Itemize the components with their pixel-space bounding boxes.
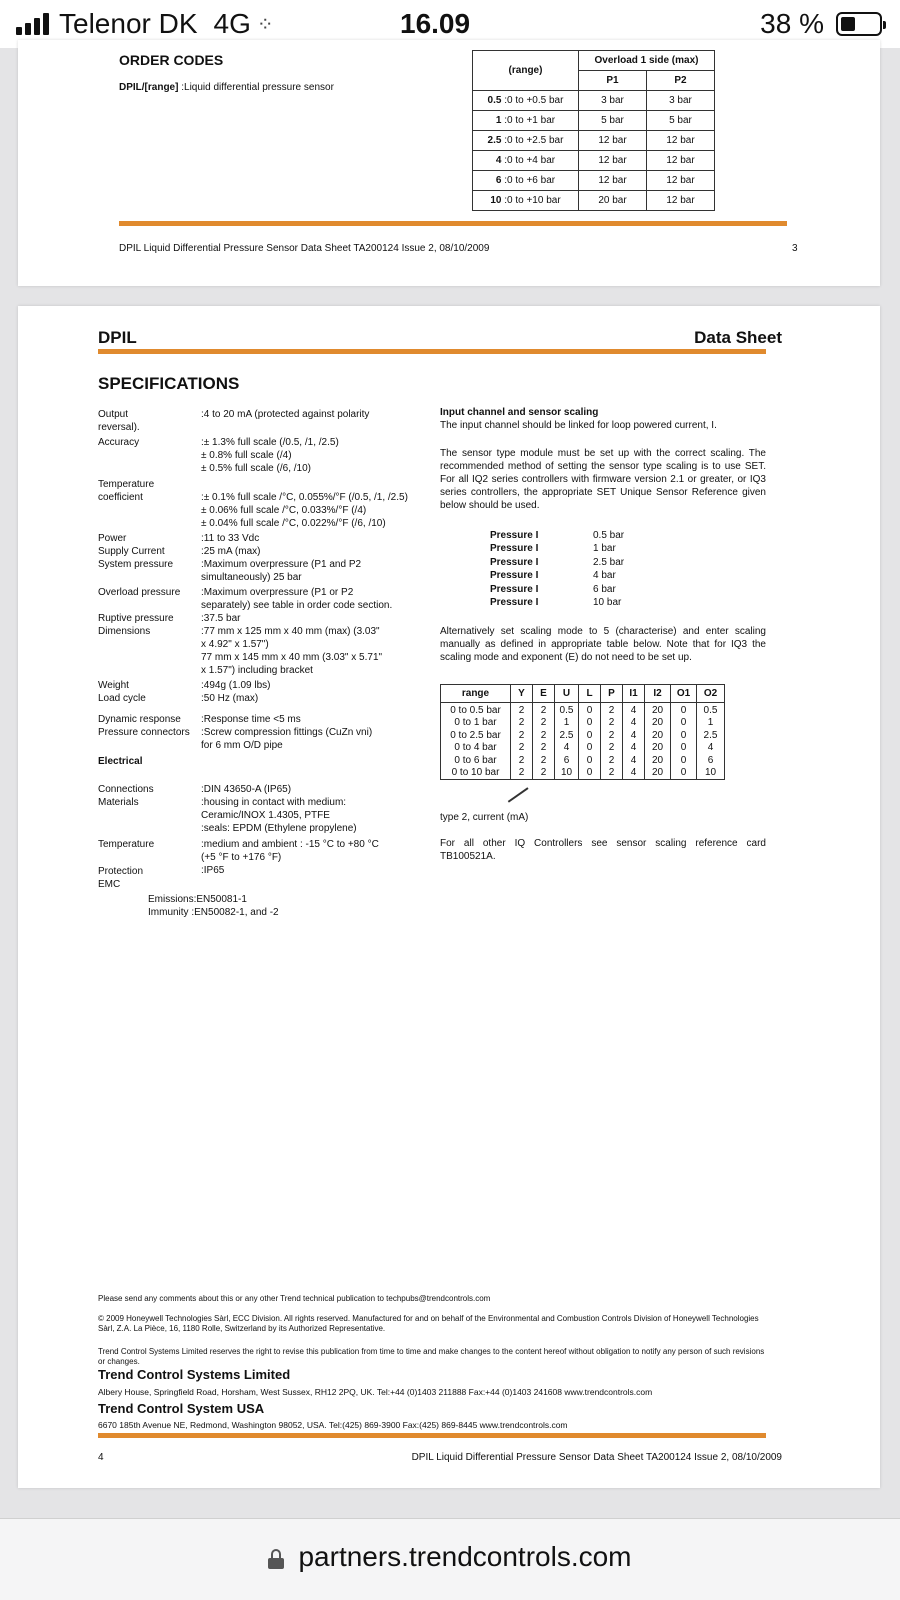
- spec-label: Dynamic response Pressure connectors: [98, 714, 190, 738]
- overload-table: [472, 50, 715, 211]
- table-row: 2.5 :0 to +2.5 bar 12 bar 12 bar: [473, 131, 715, 151]
- value-cell: 20: [645, 703, 671, 718]
- spec-label: Protection EMC: [98, 866, 144, 890]
- value-cell: 1: [555, 717, 579, 730]
- value-cell: 6: [555, 755, 579, 768]
- range-cell: 0 to 1 bar: [441, 717, 511, 730]
- value-cell: 4: [623, 703, 645, 718]
- range-cell: 0 to 0.5 bar: [441, 703, 511, 718]
- value-cell: 2: [601, 717, 623, 730]
- value-cell: 4: [623, 742, 645, 755]
- value-cell: 2: [511, 755, 533, 768]
- value-cell: 2: [533, 767, 555, 780]
- value-cell: 0: [671, 717, 697, 730]
- table-row: 1 :0 to +1 bar 5 bar 5 bar: [473, 111, 715, 131]
- electrical-heading: Electrical: [98, 756, 143, 767]
- table-row: 4 :0 to +4 bar 12 bar 12 bar: [473, 151, 715, 171]
- value-cell: 0: [579, 703, 601, 718]
- spec-value: :Response time <5 ms :Screw compression fittings (CuZn vni) for 6 mm O/D pipe: [201, 714, 373, 751]
- page-number: 4: [98, 1452, 104, 1463]
- value-cell: 4: [623, 730, 645, 743]
- value-cell: 2: [511, 742, 533, 755]
- value-cell: 2: [533, 755, 555, 768]
- company-address-uk: Albery House, Springfield Road, Horsham, West Sussex, RH12 2PQ, UK. Tel:+44 (0)1403 211888 Fax:+44 (0)1403 241608 www.trendcontrols.com: [98, 1387, 653, 1397]
- p2-header: P2: [647, 71, 715, 91]
- value-cell: 0: [671, 742, 697, 755]
- table-row: [441, 755, 725, 768]
- value-cell: 0: [579, 755, 601, 768]
- value-cell: 0: [579, 742, 601, 755]
- spec-label: Ruptive pressure Dimensions: [98, 613, 174, 637]
- doc-header-type: Data Sheet: [694, 328, 782, 347]
- value-cell: 4: [623, 755, 645, 768]
- value-cell: 2: [601, 767, 623, 780]
- value-cell: 4: [555, 742, 579, 755]
- copyright-note: © 2009 Honeywell Technologies Sàrl, ECC Division. All rights reserved. Manufactured for and on behalf of the Environmental and Combustion Controls Division of Honeywell Technologies Sàrl, Z.A. La Pièce, 16, 1180 Rolle, Switzerland by its Authorized Representative.: [98, 1314, 759, 1333]
- value-cell: 0: [671, 730, 697, 743]
- spec-value: :± 0.1% full scale /°C, 0.055%/°F (/0.5, /1, /2.5) ± 0.06% full scale /°C, 0.033%/°F (/4) ± 0.04% full scale /°C, 0.022%/°F (/6, /10): [201, 492, 408, 529]
- page-footer: DPIL Liquid Differential Pressure Sensor Data Sheet TA200124 Issue 2, 08/10/2009: [411, 1452, 782, 1463]
- table-row: [441, 717, 725, 730]
- value-cell: 0.5: [697, 703, 725, 718]
- type-note: type 2, current (mA): [440, 812, 529, 823]
- value-cell: 0: [579, 767, 601, 780]
- value-cell: 0: [579, 717, 601, 730]
- list-item: Pressure I 4 bar: [490, 570, 616, 582]
- table-header-row: range Y E U L P I1 I2 O1 O2: [441, 685, 725, 703]
- value-cell: 2: [511, 730, 533, 743]
- document-page-4: [18, 306, 880, 1488]
- value-cell: 6: [697, 755, 725, 768]
- value-cell: 0: [579, 730, 601, 743]
- table-row: 10 :0 to +10 bar 20 bar 12 bar: [473, 191, 715, 211]
- company-address-usa: 6670 185th Avenue NE, Redmond, Washington 98052, USA. Tel:(425) 869-3900 Fax:(425) 869-8445 www.trendcontrols.com: [98, 1420, 568, 1430]
- value-cell: 20: [645, 767, 671, 780]
- range-cell: 0 to 10 bar: [441, 767, 511, 780]
- value-cell: 0.5: [555, 703, 579, 718]
- battery-percent: 38 %: [760, 8, 824, 39]
- reserves-note: Trend Control Systems Limited reserves the right to revise this publication from time to time and make changes to the content hereof without obligation to notify any person of such revisions or changes.: [98, 1347, 765, 1366]
- range-cell: 0 to 2.5 bar: [441, 730, 511, 743]
- value-cell: 2: [533, 742, 555, 755]
- list-item: Pressure I 6 bar: [490, 583, 616, 595]
- orange-rule: [119, 221, 787, 226]
- other-controllers-note: For all other IQ Controllers see sensor scaling reference card TB100521A.: [440, 838, 766, 862]
- company-name-uk: Trend Control Systems Limited: [98, 1367, 291, 1382]
- value-cell: 1: [697, 717, 725, 730]
- value-cell: 4: [623, 767, 645, 780]
- value-cell: 2: [601, 703, 623, 718]
- input-channel-text: The input channel should be linked for loop powered current, I.: [440, 420, 717, 431]
- p1-header: P1: [579, 71, 647, 91]
- annotation-mark: [508, 787, 529, 802]
- value-cell: 4: [697, 742, 725, 755]
- signal-strength-icon: [16, 13, 49, 35]
- value-cell: 2: [511, 767, 533, 780]
- list-item: Pressure I 1 bar: [490, 543, 616, 555]
- value-cell: 2: [511, 703, 533, 718]
- alt-scaling-text: Alternatively set scaling mode to 5 (characterise) and enter scaling manually as defined in appropriate table below. Note that for IQ3 the scaling mode and exponent (E) do not need to be set up.: [440, 626, 766, 663]
- value-cell: 20: [645, 717, 671, 730]
- spec-value: :494g (1.09 lbs) :50 Hz (max): [201, 680, 271, 704]
- value-cell: 2.5: [555, 730, 579, 743]
- orange-rule: [98, 349, 766, 354]
- orange-rule: [98, 1433, 766, 1438]
- comments-note: Please send any comments about this or any other Trend technical publication to techpubs@trendcontrols.com: [98, 1294, 491, 1303]
- spec-label: Overload pressure: [98, 587, 181, 598]
- table-row: 6 :0 to +6 bar 12 bar 12 bar: [473, 171, 715, 191]
- range-cell: 0 to 6 bar: [441, 755, 511, 768]
- spec-value: :± 1.3% full scale (/0.5, /1, /2.5) ± 0.8% full scale (/4) ± 0.5% full scale (/6, /10): [201, 437, 339, 474]
- spec-label: Power Supply Current System pressure: [98, 533, 174, 570]
- value-cell: 2: [601, 730, 623, 743]
- url-display[interactable]: [0, 1541, 900, 1573]
- value-cell: 20: [645, 742, 671, 755]
- value-cell: 2: [601, 742, 623, 755]
- sensor-reference-list: [490, 529, 624, 609]
- doc-header-title: DPIL: [98, 328, 137, 347]
- module-text: The sensor type module must be set up with the correct scaling. The recommended method of setting the sensor type scaling is to use SET. For all IQ2 series controllers with firmware version 2.1 or greater, or IQ3 series controllers, the appropriate SET Unique Sensor Reference given below should be used.: [440, 448, 766, 511]
- value-cell: 2: [511, 717, 533, 730]
- order-codes-title: ORDER CODES: [119, 52, 224, 68]
- table-row: [441, 742, 725, 755]
- value-cell: 0: [671, 755, 697, 768]
- table-row: [441, 730, 725, 743]
- page-footer: DPIL Liquid Differential Pressure Sensor Data Sheet TA200124 Issue 2, 08/10/2009: [119, 243, 490, 254]
- page-number: 3: [792, 243, 798, 254]
- value-cell: 2: [533, 730, 555, 743]
- battery-icon: [836, 12, 882, 36]
- value-cell: 2: [533, 703, 555, 718]
- spec-label: Accuracy: [98, 437, 140, 448]
- emc-values: Emissions:EN50081-1 Immunity :EN50082-1, and -2: [148, 894, 279, 918]
- spec-label: Temperature: [98, 839, 155, 850]
- url-text[interactable]: partners.trendcontrols.com: [298, 1541, 632, 1572]
- value-cell: 2.5: [697, 730, 725, 743]
- company-name-usa: Trend Control System USA: [98, 1401, 265, 1416]
- value-cell: 10: [555, 767, 579, 780]
- value-cell: 0: [671, 767, 697, 780]
- spec-value: :Maximum overpressure (P1 or P2 separately) see table in order code section.: [201, 587, 393, 611]
- scaling-table: [440, 684, 725, 780]
- value-cell: 2: [533, 717, 555, 730]
- value-cell: 20: [645, 755, 671, 768]
- order-code-line: DPIL/[range] :Liquid differential pressure sensor: [119, 82, 334, 93]
- section-title: SPECIFICATIONS: [98, 374, 240, 393]
- value-cell: 20: [645, 730, 671, 743]
- table-row: 0.5 :0 to +0.5 bar 3 bar 3 bar: [473, 91, 715, 111]
- spec-value: :medium and ambient : -15 °C to +80 °C (+5 °F to +176 °F) :IP65: [201, 839, 379, 876]
- spec-value: :DIN 43650-A (IP65) :housing in contact with medium: Ceramic/INOX 1.4305, PTFE :seals: EPDM (Ethylene propylene): [201, 784, 357, 834]
- clock: 16.09: [400, 8, 471, 39]
- spec-value: :37.5 bar :77 mm x 125 mm x 40 mm (max) (3.03" x 4.92" x 1.57") 77 mm x 145 mm x 40 mm (3.03" x 5.71" x 1.57") including bracket: [201, 613, 383, 676]
- list-item: Pressure I 0.5 bar: [490, 530, 625, 541]
- input-channel-title: Input channel and sensor scaling: [440, 407, 599, 418]
- range-cell: 0 to 4 bar: [441, 742, 511, 755]
- address-bar[interactable]: [0, 1518, 900, 1600]
- table-row: [441, 703, 725, 718]
- document-page-3: [18, 40, 880, 286]
- table-row: [441, 767, 725, 780]
- activity-spinner-icon: ⁘: [256, 13, 274, 36]
- value-cell: 2: [601, 755, 623, 768]
- list-item: Pressure I 2.5 bar: [490, 556, 625, 568]
- value-cell: 10: [697, 767, 725, 780]
- spec-label: Connections Materials: [98, 784, 154, 808]
- list-item: Pressure I 10 bar: [490, 597, 622, 609]
- overload-header: Overload 1 side (max): [579, 51, 715, 71]
- lock-icon: [268, 1549, 284, 1569]
- spec-value: :11 to 33 Vdc :25 mA (max) :Maximum overpressure (P1 and P2 simultaneously) 25 bar: [201, 533, 362, 583]
- spec-value: :4 to 20 mA (protected against polarity: [201, 409, 370, 420]
- value-cell: 0: [671, 703, 697, 718]
- network-type: 4G: [213, 8, 251, 39]
- spec-label: Output reversal).: [98, 409, 140, 433]
- range-header: (range): [473, 51, 579, 91]
- value-cell: 4: [623, 717, 645, 730]
- carrier-name: Telenor DK: [59, 8, 198, 39]
- spec-label: Temperature coefficient: [98, 479, 155, 503]
- spec-label: Weight Load cycle: [98, 680, 146, 704]
